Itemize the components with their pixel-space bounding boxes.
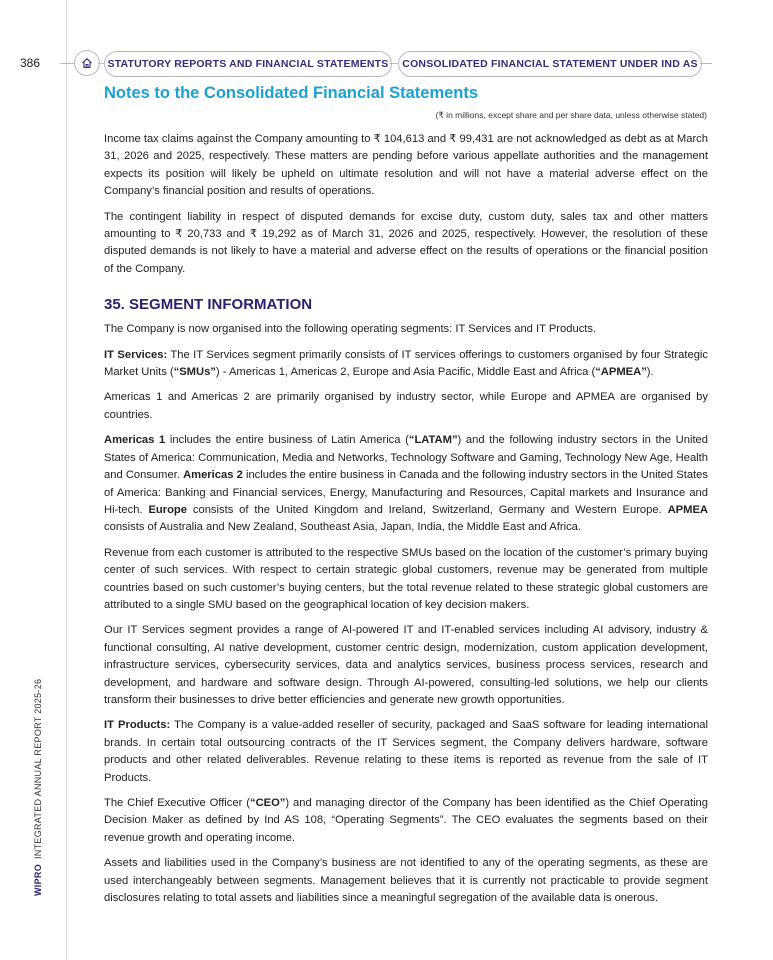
text-span: ). xyxy=(646,366,654,379)
paragraph-codm xyxy=(104,795,708,847)
text-span: consists of Australia and New Zealand, Southeast Asia, Japan, India, the Middle East and Africa. xyxy=(104,521,581,534)
text-span: ) and the following industry sectors in the United States of America: Communication, Media and Networks, Technology Software and Gaming, Technology New Age, Health and Consumer. xyxy=(104,434,708,482)
term-smus: “SMUs” xyxy=(173,366,216,379)
term-it-services: IT Services: xyxy=(104,348,168,361)
text-span: ) and managing director of the Company has been identified as the Chief Operating Decision Maker as defined by Ind AS 108, “Operating Segments”. The CEO evaluates the segments based on their revenue growth and operating income. xyxy=(104,797,708,844)
text-span: ) - Americas 1, Americas 2, Europe and Asia Pacific, Middle East and Africa ( xyxy=(215,366,596,379)
term-apmea: APMEA xyxy=(667,503,708,516)
text-span: includes the entire business in Canada and the following industry sectors in the United States of America: Banking and Financial services, Energy, Manufacturing and Resources, Capital markets and Insurance and Hi-tech. xyxy=(104,469,708,516)
margin-divider-line xyxy=(66,0,67,960)
paragraph-americas-organisation: Americas 1 and Americas 2 are primarily organised by industry sector, while Europe and APMEA are organised by countries. xyxy=(104,391,708,421)
breadcrumb-consolidated-statement[interactable]: CONSOLIDATED FINANCIAL STATEMENT UNDER IND AS xyxy=(398,51,702,77)
term-apmea: “APMEA” xyxy=(595,366,647,379)
report-title: INTEGRATED ANNUAL REPORT 2025-26 xyxy=(33,678,43,859)
text-span: The Company is a value-added reseller of security, packaged and SaaS software for leading international brands. In certain total outsourcing contracts of the IT Services segment, the Company delivers hardware, software products and other related deliverables. Revenue relating to these items is reported as revenue from the sale of IT Products. xyxy=(104,719,708,784)
home-button[interactable] xyxy=(74,50,100,76)
term-americas-2: Americas 2 xyxy=(183,469,243,482)
units-note: (₹ in millions, except share and per share data, unless otherwise stated) xyxy=(435,110,707,120)
text-span: The IT Services segment primarily consists of IT services offerings to customers organised by four Strategic Market Units ( xyxy=(104,348,708,379)
header-connector xyxy=(60,63,74,64)
term-ceo: “CEO” xyxy=(249,797,286,809)
term-latam: “LATAM” xyxy=(408,434,458,447)
section-title: Notes to the Consolidated Financial Statements xyxy=(104,84,479,102)
paragraph-income-tax-claims: Income tax claims against the Company amounting to ₹ 104,613 and ₹ 99,431 are not acknowledged as debt as at March 31, 2026 and 2025, respectively. These matters are pending before various appellate authorities and the management expects its position will likely be upheld on ultimate resolution and will not have a material adverse effect on the Company’s financial position and results of operations. xyxy=(104,133,708,198)
page-content xyxy=(104,131,708,915)
text-span: The Chief Executive Officer ( xyxy=(104,797,250,809)
page-number: 386 xyxy=(20,56,41,70)
paragraph-it-products xyxy=(104,717,708,787)
paragraph-it-services-offerings: Our IT Services segment provides a range of AI-powered IT and IT-enabled services including AI advisory, industry & functional consulting, AI native development, customer centric design, modernization, custom application development, infrastructure services, cybersecurity services, data and analytics services, business process services, research and development, and hardware and software design. Through AI-powered, consulting-led solutions, we help our clients transform their businesses to drive better efficiencies and generate new growth opportunities. xyxy=(104,624,708,706)
header-connector xyxy=(390,63,398,64)
header-connector xyxy=(700,63,712,64)
term-it-products: IT Products: xyxy=(104,719,171,732)
term-americas-1: Americas 1 xyxy=(104,434,166,447)
term-europe: Europe xyxy=(148,503,187,516)
text-span: includes the entire business of Latin America ( xyxy=(165,434,409,447)
paragraph-contingent-liability: The contingent liability in respect of disputed demands for excise duty, custom duty, sales tax and other matters amounting to ₹ 20,733 and ₹ 19,292 as of March 31, 2026 and 2025, respectively. However, the resolution of these disputed demands is not likely to have a material and adverse effect on the results of operations or the financial position of the Company. xyxy=(104,210,708,275)
sidebar-report-label xyxy=(33,679,43,896)
paragraph-it-services xyxy=(104,347,708,382)
home-icon xyxy=(81,57,93,69)
segment-heading: 35. SEGMENT INFORMATION xyxy=(104,296,313,314)
paragraph-segments-intro: The Company is now organised into the following operating segments: IT Services and IT Products. xyxy=(104,323,597,336)
paragraph-assets-liabilities: Assets and liabilities used in the Company’s business are not identified to any of the operating segments, as these are used interchangeably between segments. Management believes that it is currently not practicable to provide segment disclosures relating to total assets and liabilities since a meaningful segregation of the available data is onerous. xyxy=(104,857,708,905)
text-span: consists of the United Kingdom and Ireland, Switzerland, Germany and Western Europe. xyxy=(186,503,668,516)
brand-logo-text: WIPRO xyxy=(33,864,43,896)
paragraph-smu-details xyxy=(104,432,708,536)
breadcrumb-statutory-reports[interactable]: STATUTORY REPORTS AND FINANCIAL STATEMENTS xyxy=(104,51,392,77)
paragraph-revenue-attribution: Revenue from each customer is attributed to the respective SMUs based on the location of the customer’s primary buying center of such services. With respect to certain strategic global customers, revenue may be generated from multiple countries based on such customer’s buying centers, but the total revenue related to these strategic global customers are attributed to a single SMU based on the geographical location of key decision makers. xyxy=(104,546,708,611)
